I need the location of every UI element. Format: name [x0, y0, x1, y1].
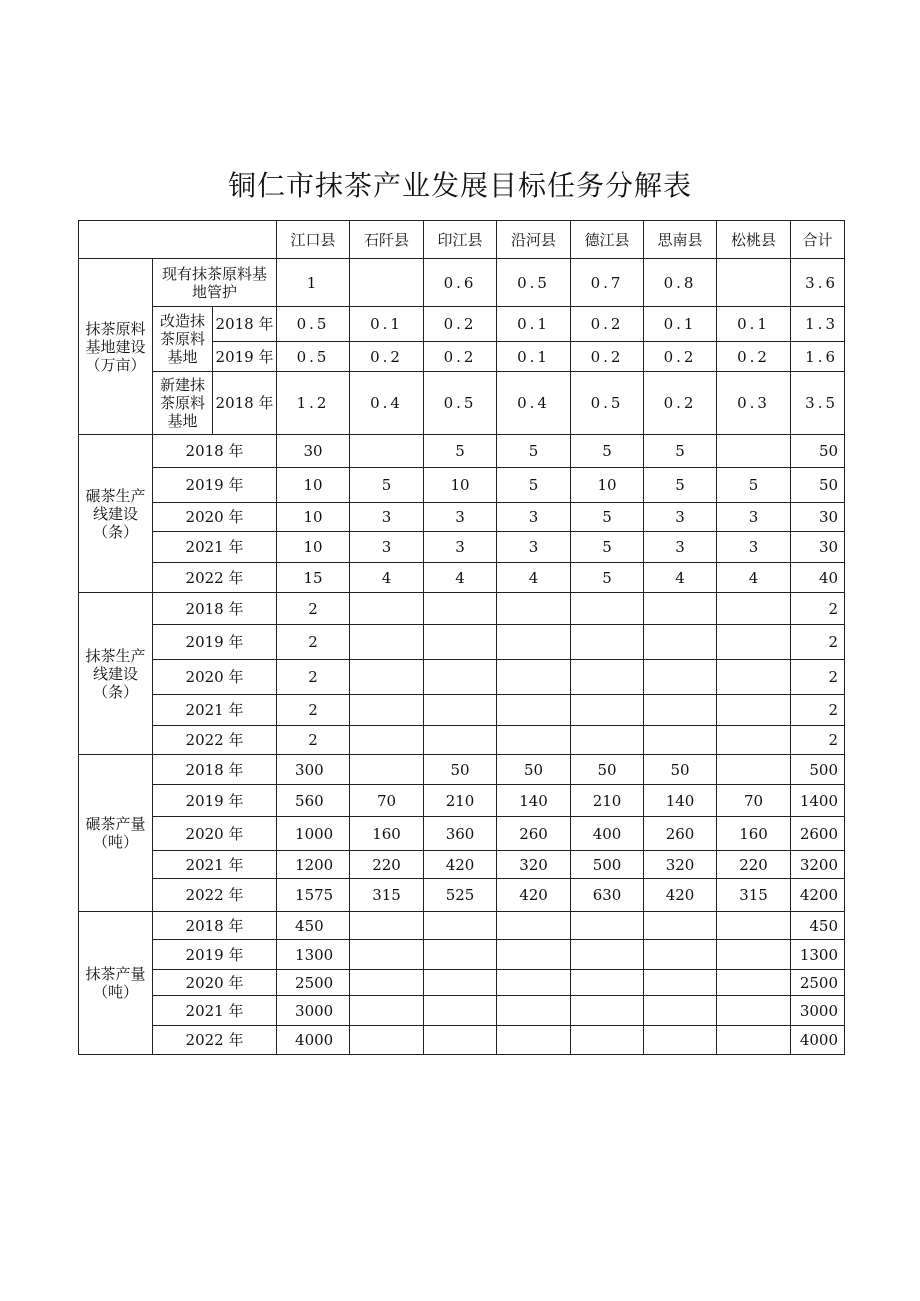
value-cell: 5 [497, 435, 571, 468]
year-cell: 2019 年 [153, 940, 277, 970]
value-cell: 400 [571, 817, 644, 851]
value-cell: 5 [350, 468, 424, 503]
value-cell: 3 [350, 532, 424, 563]
value-cell: 525 [424, 879, 497, 912]
value-cell [350, 259, 424, 307]
value-cell: 0.1 [644, 307, 717, 342]
table-row [79, 435, 845, 468]
value-cell: 630 [571, 879, 644, 912]
value-cell [350, 726, 424, 755]
table-row [79, 996, 845, 1026]
year-cell: 2021 年 [153, 695, 277, 726]
value-cell [717, 593, 791, 625]
value-cell [644, 970, 717, 996]
value-cell: 2500 [277, 970, 350, 996]
value-cell: 210 [571, 785, 644, 817]
value-cell: 315 [350, 879, 424, 912]
value-cell: 210 [424, 785, 497, 817]
value-cell: 10 [277, 532, 350, 563]
year-cell: 2021 年 [153, 996, 277, 1026]
total-header: 合计 [791, 221, 845, 259]
value-cell [424, 625, 497, 660]
total-cell: 2 [791, 593, 845, 625]
value-cell: 0.1 [497, 342, 571, 372]
value-cell [497, 593, 571, 625]
value-cell [497, 726, 571, 755]
value-cell: 420 [644, 879, 717, 912]
table-row [79, 785, 845, 817]
table-row [79, 817, 845, 851]
value-cell: 5 [571, 435, 644, 468]
value-cell: 160 [717, 817, 791, 851]
value-cell [717, 625, 791, 660]
table-row [79, 970, 845, 996]
value-cell: 160 [350, 817, 424, 851]
value-cell: 0.5 [424, 372, 497, 435]
year-cell: 2018 年 [153, 912, 277, 940]
county-header: 印江县 [424, 221, 497, 259]
value-cell: 5 [644, 468, 717, 503]
year-cell: 2022 年 [153, 726, 277, 755]
total-cell: 4200 [791, 879, 845, 912]
task-breakdown-table [78, 220, 845, 1055]
value-cell: 360 [424, 817, 497, 851]
table-row [79, 259, 845, 307]
value-cell: 315 [717, 879, 791, 912]
value-cell: 1575 [277, 879, 350, 912]
value-cell [350, 912, 424, 940]
value-cell [571, 695, 644, 726]
table-row [79, 851, 845, 879]
value-cell: 0.2 [350, 342, 424, 372]
value-cell [497, 940, 571, 970]
value-cell [644, 912, 717, 940]
value-cell: 3 [424, 532, 497, 563]
table-row [79, 695, 845, 726]
value-cell: 500 [571, 851, 644, 879]
value-cell [571, 593, 644, 625]
table-row [79, 660, 845, 695]
value-cell: 4000 [277, 1026, 350, 1055]
year-cell: 2018 年 [213, 372, 277, 435]
section-label: 抹茶生产线建设（条） [79, 593, 153, 755]
value-cell: 3 [644, 503, 717, 532]
value-cell: 3 [497, 503, 571, 532]
value-cell: 5 [497, 468, 571, 503]
row-label: 现有抹茶原料基地管护 [153, 259, 277, 307]
total-cell: 2500 [791, 970, 845, 996]
value-cell [717, 940, 791, 970]
total-cell: 1300 [791, 940, 845, 970]
value-cell: 0.1 [497, 307, 571, 342]
value-cell [571, 726, 644, 755]
value-cell: 560 [277, 785, 350, 817]
table-row [79, 593, 845, 625]
value-cell: 5 [571, 563, 644, 593]
value-cell: 2 [277, 726, 350, 755]
value-cell: 220 [717, 851, 791, 879]
total-cell: 2 [791, 625, 845, 660]
value-cell: 0.4 [497, 372, 571, 435]
value-cell [717, 726, 791, 755]
value-cell [497, 912, 571, 940]
value-cell [424, 660, 497, 695]
value-cell: 30 [277, 435, 350, 468]
value-cell: 2 [277, 593, 350, 625]
value-cell [424, 1026, 497, 1055]
value-cell [350, 660, 424, 695]
table-row [79, 625, 845, 660]
value-cell: 260 [497, 817, 571, 851]
value-cell: 450 [277, 912, 350, 940]
value-cell: 4 [644, 563, 717, 593]
row-label: 改造抹茶原料基地 [153, 307, 213, 372]
value-cell: 0.1 [350, 307, 424, 342]
value-cell [350, 970, 424, 996]
value-cell [497, 996, 571, 1026]
value-cell [717, 259, 791, 307]
total-cell: 1.6 [791, 342, 845, 372]
total-cell: 4000 [791, 1026, 845, 1055]
total-cell: 450 [791, 912, 845, 940]
value-cell: 3 [350, 503, 424, 532]
value-cell: 0.5 [571, 372, 644, 435]
page-title: 铜仁市抹茶产业发展目标任务分解表 [227, 169, 692, 202]
year-cell: 2018 年 [153, 435, 277, 468]
value-cell [717, 996, 791, 1026]
value-cell: 3 [717, 503, 791, 532]
value-cell [717, 1026, 791, 1055]
value-cell: 4 [350, 563, 424, 593]
value-cell [424, 970, 497, 996]
section-label: 抹茶产量（吨） [79, 912, 153, 1055]
value-cell [350, 593, 424, 625]
value-cell: 0.4 [350, 372, 424, 435]
value-cell: 50 [424, 755, 497, 785]
value-cell [717, 970, 791, 996]
value-cell [424, 695, 497, 726]
value-cell [424, 726, 497, 755]
value-cell: 5 [717, 468, 791, 503]
table-row [79, 563, 845, 593]
value-cell [644, 996, 717, 1026]
value-cell: 0.2 [717, 342, 791, 372]
year-cell: 2018 年 [153, 755, 277, 785]
value-cell: 10 [277, 468, 350, 503]
year-cell: 2021 年 [153, 851, 277, 879]
value-cell: 1 [277, 259, 350, 307]
value-cell: 2 [277, 660, 350, 695]
value-cell [717, 912, 791, 940]
table-row [79, 755, 845, 785]
value-cell: 10 [277, 503, 350, 532]
value-cell: 10 [424, 468, 497, 503]
table-row [79, 1026, 845, 1055]
value-cell [644, 1026, 717, 1055]
value-cell: 0.5 [497, 259, 571, 307]
value-cell [424, 593, 497, 625]
value-cell: 50 [497, 755, 571, 785]
value-cell: 10 [571, 468, 644, 503]
value-cell [644, 940, 717, 970]
total-cell: 2600 [791, 817, 845, 851]
value-cell [644, 625, 717, 660]
value-cell [571, 660, 644, 695]
year-cell: 2022 年 [153, 1026, 277, 1055]
value-cell: 3 [424, 503, 497, 532]
total-cell: 2 [791, 660, 845, 695]
table-row [79, 372, 845, 435]
value-cell [497, 625, 571, 660]
value-cell [717, 435, 791, 468]
value-cell [424, 996, 497, 1026]
table-row [79, 307, 845, 342]
total-cell: 50 [791, 468, 845, 503]
total-cell: 1.3 [791, 307, 845, 342]
value-cell: 0.2 [571, 342, 644, 372]
table-row [79, 912, 845, 940]
value-cell [350, 940, 424, 970]
value-cell [350, 695, 424, 726]
value-cell [571, 996, 644, 1026]
value-cell [644, 695, 717, 726]
table-row [79, 503, 845, 532]
value-cell: 260 [644, 817, 717, 851]
year-cell: 2020 年 [153, 660, 277, 695]
value-cell: 0.3 [717, 372, 791, 435]
year-cell: 2020 年 [153, 817, 277, 851]
table-row [79, 532, 845, 563]
value-cell: 0.5 [277, 342, 350, 372]
section-label: 碾茶生产线建设（条） [79, 435, 153, 593]
value-cell: 0.1 [717, 307, 791, 342]
value-cell: 0.7 [571, 259, 644, 307]
value-cell [350, 1026, 424, 1055]
county-header: 江口县 [277, 221, 350, 259]
value-cell: 220 [350, 851, 424, 879]
value-cell [571, 970, 644, 996]
value-cell: 0.5 [277, 307, 350, 342]
value-cell [497, 660, 571, 695]
year-cell: 2021 年 [153, 532, 277, 563]
total-cell: 50 [791, 435, 845, 468]
value-cell: 0.8 [644, 259, 717, 307]
value-cell: 320 [644, 851, 717, 879]
year-cell: 2022 年 [153, 563, 277, 593]
year-cell: 2019 年 [153, 468, 277, 503]
total-cell: 30 [791, 503, 845, 532]
value-cell [717, 755, 791, 785]
value-cell: 0.2 [644, 372, 717, 435]
county-header: 沿河县 [497, 221, 571, 259]
value-cell: 420 [497, 879, 571, 912]
county-header: 思南县 [644, 221, 717, 259]
table-row [79, 879, 845, 912]
value-cell [717, 660, 791, 695]
value-cell [424, 912, 497, 940]
value-cell [497, 695, 571, 726]
value-cell [717, 695, 791, 726]
year-cell: 2018 年 [153, 593, 277, 625]
total-cell: 3.5 [791, 372, 845, 435]
section-label: 碾茶产量（吨） [79, 755, 153, 912]
value-cell: 4 [424, 563, 497, 593]
value-cell: 420 [424, 851, 497, 879]
value-cell: 4 [497, 563, 571, 593]
year-cell: 2018 年 [213, 307, 277, 342]
value-cell: 0.2 [644, 342, 717, 372]
value-cell: 2 [277, 625, 350, 660]
section-label: 抹茶原料基地建设（万亩） [79, 259, 153, 435]
year-cell: 2019 年 [213, 342, 277, 372]
total-cell: 3.6 [791, 259, 845, 307]
value-cell [424, 940, 497, 970]
row-label: 新建抹茶原料基地 [153, 372, 213, 435]
value-cell [644, 726, 717, 755]
year-cell: 2020 年 [153, 503, 277, 532]
value-cell: 1000 [277, 817, 350, 851]
value-cell: 1200 [277, 851, 350, 879]
value-cell: 50 [644, 755, 717, 785]
value-cell [497, 970, 571, 996]
county-header: 松桃县 [717, 221, 791, 259]
value-cell [571, 912, 644, 940]
year-cell: 2020 年 [153, 970, 277, 996]
total-cell: 3000 [791, 996, 845, 1026]
value-cell: 300 [277, 755, 350, 785]
total-cell: 2 [791, 695, 845, 726]
table-row [79, 940, 845, 970]
header-blank-cell [79, 221, 277, 259]
value-cell [497, 1026, 571, 1055]
value-cell [350, 755, 424, 785]
value-cell [644, 660, 717, 695]
value-cell [350, 996, 424, 1026]
total-cell: 40 [791, 563, 845, 593]
year-cell: 2019 年 [153, 625, 277, 660]
county-header: 石阡县 [350, 221, 424, 259]
value-cell: 0.2 [424, 342, 497, 372]
table-row [79, 726, 845, 755]
value-cell [350, 435, 424, 468]
value-cell: 5 [571, 503, 644, 532]
value-cell [571, 940, 644, 970]
value-cell: 320 [497, 851, 571, 879]
total-cell: 500 [791, 755, 845, 785]
total-cell: 30 [791, 532, 845, 563]
total-cell: 2 [791, 726, 845, 755]
total-cell: 1400 [791, 785, 845, 817]
total-cell: 3200 [791, 851, 845, 879]
value-cell: 3000 [277, 996, 350, 1026]
year-cell: 2019 年 [153, 785, 277, 817]
value-cell: 1300 [277, 940, 350, 970]
value-cell [571, 625, 644, 660]
county-header: 德江县 [571, 221, 644, 259]
value-cell: 15 [277, 563, 350, 593]
value-cell: 50 [571, 755, 644, 785]
value-cell: 1.2 [277, 372, 350, 435]
value-cell [350, 625, 424, 660]
year-cell: 2022 年 [153, 879, 277, 912]
value-cell: 0.6 [424, 259, 497, 307]
value-cell: 2 [277, 695, 350, 726]
value-cell: 5 [424, 435, 497, 468]
value-cell: 3 [717, 532, 791, 563]
value-cell: 0.2 [424, 307, 497, 342]
value-cell: 70 [350, 785, 424, 817]
value-cell: 4 [717, 563, 791, 593]
value-cell: 3 [644, 532, 717, 563]
value-cell: 5 [571, 532, 644, 563]
value-cell: 0.2 [571, 307, 644, 342]
value-cell: 70 [717, 785, 791, 817]
value-cell: 3 [497, 532, 571, 563]
value-cell [644, 593, 717, 625]
value-cell: 5 [644, 435, 717, 468]
value-cell: 140 [497, 785, 571, 817]
table-row [79, 468, 845, 503]
header-row [79, 221, 845, 259]
value-cell [571, 1026, 644, 1055]
value-cell: 140 [644, 785, 717, 817]
